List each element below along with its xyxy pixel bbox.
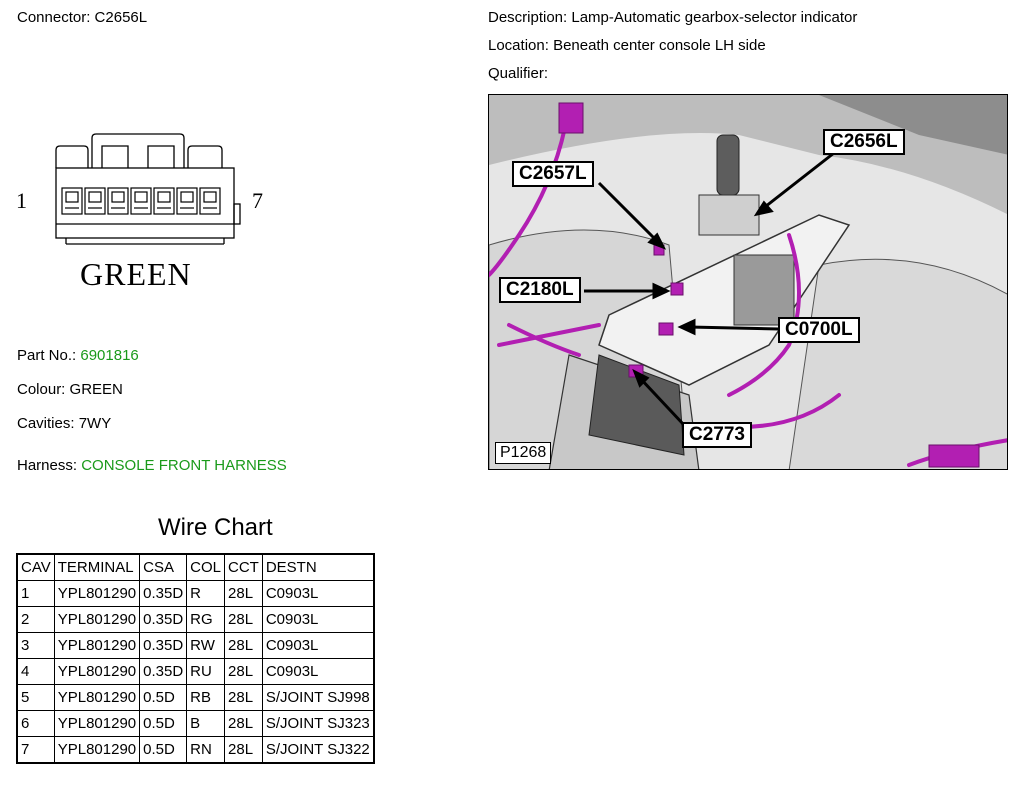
cavity-terminal bbox=[89, 192, 101, 202]
wire-chart-table bbox=[16, 553, 375, 764]
colour-line bbox=[17, 381, 123, 398]
qualifier-line bbox=[488, 65, 548, 82]
cavity-terminal bbox=[112, 192, 124, 202]
cell-cct: 28L bbox=[225, 607, 263, 633]
cell-csa: 0.5D bbox=[140, 737, 187, 764]
connector-value: C2656L bbox=[94, 9, 148, 26]
description-label: Description: bbox=[488, 9, 568, 26]
colour-value: GREEN bbox=[69, 381, 123, 398]
cell-destn: C0903L bbox=[262, 581, 373, 607]
cavity-terminal bbox=[204, 192, 216, 202]
cavity-terminal bbox=[135, 192, 147, 202]
cavity-terminal bbox=[158, 192, 170, 202]
connector-label: Connector: bbox=[17, 9, 91, 26]
qualifier-label: Qualifier: bbox=[488, 65, 549, 82]
cell-cct: 28L bbox=[225, 685, 263, 711]
cell-csa: 0.35D bbox=[140, 659, 187, 685]
cavity-terminal bbox=[66, 192, 78, 202]
callout-c2656l: C2656L bbox=[823, 129, 905, 155]
cell-destn: S/JOINT SJ998 bbox=[262, 685, 373, 711]
cell-csa: 0.5D bbox=[140, 711, 187, 737]
table-row bbox=[17, 685, 374, 711]
cell-col: RB bbox=[187, 685, 225, 711]
cell-destn: C0903L bbox=[262, 659, 373, 685]
header-terminal: TERMINAL bbox=[54, 554, 139, 581]
description-value: Lamp-Automatic gearbox-selector indicator bbox=[571, 9, 858, 26]
pin-1-label: 1 bbox=[16, 188, 27, 213]
location-label: Location: bbox=[488, 37, 549, 54]
harness-value: CONSOLE FRONT HARNESS bbox=[81, 457, 287, 474]
cell-terminal: YPL801290 bbox=[54, 737, 139, 764]
cell-destn: C0903L bbox=[262, 607, 373, 633]
cell-csa: 0.35D bbox=[140, 581, 187, 607]
pin-7-label: 7 bbox=[252, 188, 263, 213]
harness-line bbox=[17, 457, 287, 474]
cell-cav: 5 bbox=[17, 685, 54, 711]
cell-terminal: YPL801290 bbox=[54, 659, 139, 685]
connector-face-drawing bbox=[10, 128, 270, 298]
cavities-line bbox=[17, 415, 111, 432]
wire-chart-title: Wire Chart bbox=[158, 514, 273, 541]
table-row bbox=[17, 659, 374, 685]
cell-col: RG bbox=[187, 607, 225, 633]
header-csa: CSA bbox=[140, 554, 187, 581]
cell-col: B bbox=[187, 711, 225, 737]
callout-c0700l: C0700L bbox=[778, 317, 860, 343]
location-line bbox=[488, 37, 766, 54]
table-row bbox=[17, 633, 374, 659]
cell-col: R bbox=[187, 581, 225, 607]
cavities-value: 7WY bbox=[78, 415, 112, 432]
header-col: COL bbox=[187, 554, 225, 581]
cell-destn: S/JOINT SJ322 bbox=[262, 737, 373, 764]
table-row bbox=[17, 737, 374, 764]
cell-cav: 2 bbox=[17, 607, 54, 633]
header-cct: CCT bbox=[225, 554, 263, 581]
cell-cct: 28L bbox=[225, 737, 263, 764]
cell-terminal: YPL801290 bbox=[54, 607, 139, 633]
cell-terminal: YPL801290 bbox=[54, 711, 139, 737]
cell-terminal: YPL801290 bbox=[54, 581, 139, 607]
cell-csa: 0.35D bbox=[140, 607, 187, 633]
cavities-label: Cavities: bbox=[17, 415, 75, 432]
part-no-line bbox=[17, 347, 139, 364]
colour-label: Colour: bbox=[17, 381, 66, 398]
part-no-value: 6901816 bbox=[80, 347, 139, 364]
table-row bbox=[17, 607, 374, 633]
cell-destn: S/JOINT SJ323 bbox=[262, 711, 373, 737]
cell-terminal: YPL801290 bbox=[54, 633, 139, 659]
cell-csa: 0.35D bbox=[140, 633, 187, 659]
cell-destn: C0903L bbox=[262, 633, 373, 659]
drawing-color-label: GREEN bbox=[80, 256, 192, 292]
callout-c2773: C2773 bbox=[682, 422, 752, 448]
location-photo bbox=[488, 94, 1008, 470]
part-no-label: Part No.: bbox=[17, 347, 77, 364]
cell-cav: 7 bbox=[17, 737, 54, 764]
cell-terminal: YPL801290 bbox=[54, 685, 139, 711]
cell-col: RW bbox=[187, 633, 225, 659]
cell-cav: 3 bbox=[17, 633, 54, 659]
table-row bbox=[17, 711, 374, 737]
header-cav: CAV bbox=[17, 554, 54, 581]
connector-line bbox=[17, 9, 147, 26]
cell-cav: 6 bbox=[17, 711, 54, 737]
callout-c2657l: C2657L bbox=[512, 161, 594, 187]
table-header-row bbox=[17, 554, 374, 581]
cavity-terminal bbox=[181, 192, 193, 202]
callout-c2180l: C2180L bbox=[499, 277, 581, 303]
cell-col: RN bbox=[187, 737, 225, 764]
header-destn: DESTN bbox=[262, 554, 373, 581]
location-value: Beneath center console LH side bbox=[553, 37, 766, 54]
description-line bbox=[488, 9, 857, 26]
cell-col: RU bbox=[187, 659, 225, 685]
cell-cav: 1 bbox=[17, 581, 54, 607]
cell-cav: 4 bbox=[17, 659, 54, 685]
cell-cct: 28L bbox=[225, 581, 263, 607]
harness-label: Harness: bbox=[17, 457, 78, 474]
cell-cct: 28L bbox=[225, 633, 263, 659]
cell-cct: 28L bbox=[225, 711, 263, 737]
photo-id-label: P1268 bbox=[495, 442, 551, 464]
table-row bbox=[17, 581, 374, 607]
cell-cct: 28L bbox=[225, 659, 263, 685]
cell-csa: 0.5D bbox=[140, 685, 187, 711]
